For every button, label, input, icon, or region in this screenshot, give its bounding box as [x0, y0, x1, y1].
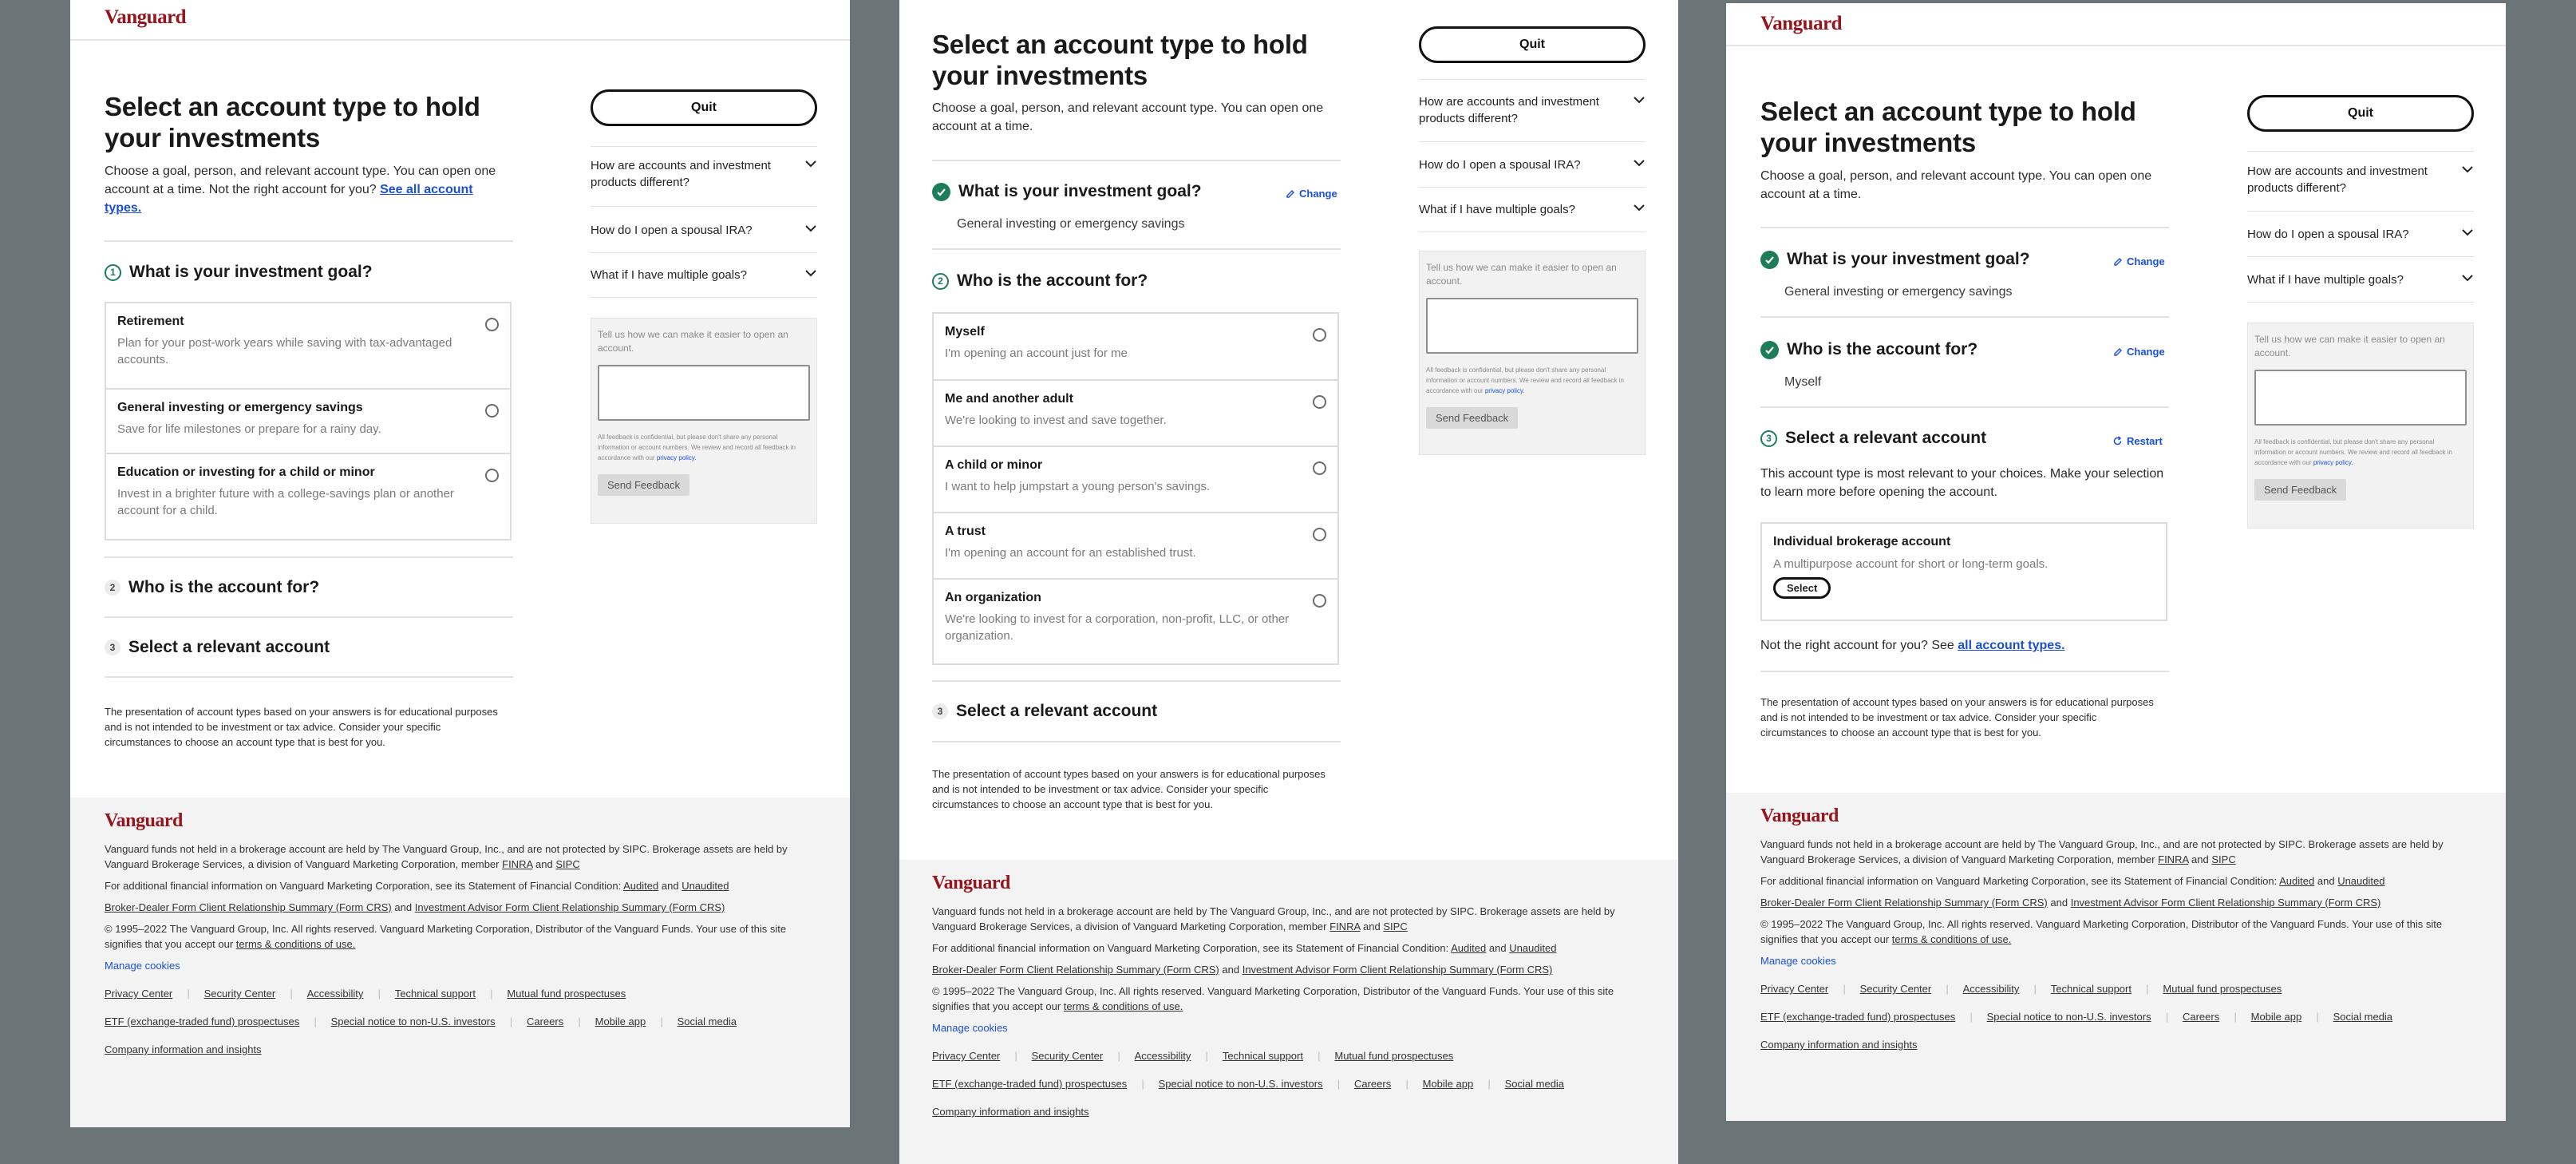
feedback-prompt: Tell us how we can make it easier to open an account.: [2254, 334, 2445, 358]
who-options-list: [932, 312, 1339, 665]
footer-link-tech-support[interactable]: Technical support: [394, 988, 476, 1000]
recommend-intro: This account type is most relevant to your choices. Make your selection to learn more before opening the account.: [1760, 467, 2164, 499]
step-who-header: [105, 578, 319, 597]
faq-label: What if I have multiple goals?: [1419, 203, 1575, 216]
separator: |: [578, 1016, 581, 1027]
faq-label: How do I open a spousal IRA?: [591, 224, 753, 237]
divider: [105, 556, 513, 558]
option-description: We're looking to invest and save together.: [945, 414, 1167, 427]
footer-link-mutual-fund[interactable]: Mutual fund prospectuses: [2163, 983, 2282, 995]
footer-link-security[interactable]: Security Center: [203, 988, 276, 1000]
quit-button[interactable]: Quit: [591, 89, 817, 126]
faq-multiple-goals[interactable]: [591, 267, 817, 283]
option-description: I want to help jumpstart a young person's savings.: [945, 480, 1211, 493]
step-number-icon: 2: [932, 273, 949, 290]
footer: [70, 798, 850, 1127]
feedback-box: [591, 318, 817, 524]
see-all-account-types-link[interactable]: See all account types.: [105, 183, 473, 215]
step-who-label: Who is the account for?: [1787, 340, 1978, 358]
unaudited-link[interactable]: Unaudited: [2337, 875, 2385, 887]
divider: [2247, 211, 2474, 212]
option-description: Plan for your post-work years while saving with tax-advantaged accounts.: [117, 336, 452, 366]
header: [1726, 3, 2506, 46]
footer-links: [932, 1050, 1642, 1118]
divider: [591, 206, 817, 207]
chevron-down-icon: [2461, 273, 2474, 283]
change-label: Change: [1299, 188, 1337, 200]
chevron-down-icon: [2461, 228, 2474, 237]
footer-sipc-text: Vanguard funds not held in a brokerage account are held by The Vanguard Group, Inc., and are not protected by SIPC. Brokerage assets are held by Vanguard Brokerage Services, a division of Vanguard Marketing Corporation, member FINRA and SIPC: [1760, 838, 2444, 865]
restart-label: Restart: [2127, 435, 2163, 447]
footer-link-social[interactable]: Social media: [2333, 1011, 2393, 1023]
footer-link-privacy[interactable]: Privacy Center: [932, 1050, 1001, 1062]
chevron-down-icon: [1633, 203, 1646, 212]
refresh-icon: [2112, 436, 2123, 446]
footer-vanguard-logo: Vanguard: [105, 810, 183, 831]
separator: |: [1014, 1050, 1017, 1062]
chevron-down-icon: [804, 268, 817, 278]
option-title: An organization: [945, 591, 1041, 604]
feedback-notice: All feedback is confidential, but please don't share any personal information or account numbers. We review and record all feedback in accordance with our privacy policy.: [598, 434, 796, 461]
footer: [1726, 793, 2506, 1121]
divider: [1760, 671, 2169, 672]
divider: [2247, 256, 2474, 257]
faq-spousal-ira[interactable]: [2247, 226, 2474, 243]
step-who-header: [1760, 340, 1977, 359]
footer-copyright: © 1995–2022 The Vanguard Group, Inc. All rights reserved. Vanguard Marketing Corporation, Distributor of the Vanguard Funds. Your use of this site signifies that you accept our terms & conditions of use.: [105, 923, 787, 950]
feedback-prompt: Tell us how we can make it easier to open an account.: [1426, 262, 1617, 287]
unaudited-link[interactable]: Unaudited: [682, 880, 729, 892]
faq-accounts-vs-products[interactable]: [2247, 163, 2474, 196]
radio-button[interactable]: [485, 318, 499, 331]
step-number-icon: 2: [105, 580, 121, 596]
separator: |: [1970, 1011, 1973, 1023]
faq-label: How are accounts and investment products different?: [591, 159, 771, 189]
terms-link[interactable]: terms & conditions of use.: [1063, 1000, 1183, 1012]
faq-spousal-ira[interactable]: [1419, 156, 1646, 173]
footer-crs-text: Broker-Dealer Form Client Relationship Summary (Form CRS) and Investment Advisor Form Client Relationship Summary (Form CRS): [1760, 897, 2381, 909]
finra-link[interactable]: FINRA: [1329, 921, 1361, 932]
step-goal-header: [932, 182, 1202, 201]
privacy-policy-link[interactable]: privacy policy.: [2313, 459, 2353, 466]
not-right-text: Not the right account for you? See all account types.: [1760, 639, 2065, 652]
footer-link-non-us[interactable]: Special notice to non-U.S. investors: [1158, 1078, 1323, 1090]
separator: |: [2165, 1011, 2168, 1023]
option-description: We're looking to invest for a corporation, non-profit, LLC, or other organization.: [945, 612, 1290, 643]
option-title: A child or minor: [945, 458, 1043, 472]
divider: [1419, 141, 1646, 142]
footer-link-accessibility[interactable]: Accessibility: [1134, 1050, 1191, 1062]
change-label: Change: [2127, 346, 2165, 358]
footer-sipc-text: Vanguard funds not held in a brokerage account are held by The Vanguard Group, Inc., and are not protected by SIPC. Brokerage assets are held by Vanguard Brokerage Services, a division of Vanguard Marketing Corporation, member FINRA and SIPC: [105, 843, 788, 870]
goal-option-retirement[interactable]: [106, 303, 510, 390]
screen-step-1: [70, 0, 850, 1127]
separator: |: [1141, 1078, 1144, 1090]
divider: [932, 248, 1341, 250]
footer-link-privacy[interactable]: Privacy Center: [105, 988, 173, 1000]
who-option-joint[interactable]: [934, 381, 1337, 447]
crs-broker-link[interactable]: Broker-Dealer Form Client Relationship Summary (Form CRS): [932, 964, 1219, 976]
manage-cookies-link[interactable]: Manage cookies: [105, 960, 180, 972]
sipc-link[interactable]: SIPC: [1383, 921, 1408, 932]
divider: [932, 680, 1341, 682]
manage-cookies-link[interactable]: Manage cookies: [932, 1022, 1008, 1034]
footer-financial-text: For additional financial information on Vanguard Marketing Corporation, see its Statement of Financial Condition: Audited and Unaudited: [1760, 875, 2385, 887]
footer-financial-text: For additional financial information on Vanguard Marketing Corporation, see its Statement of Financial Condition: Audited and Unaudited: [932, 942, 1557, 954]
separator: |: [1405, 1078, 1409, 1090]
screen-step-2: [899, 0, 1678, 1164]
faq-accounts-vs-products[interactable]: [591, 157, 817, 191]
step-number-icon: 3: [1760, 430, 1777, 447]
unaudited-link[interactable]: Unaudited: [1509, 942, 1557, 954]
footer-link-careers[interactable]: Careers: [2182, 1011, 2220, 1023]
radio-button[interactable]: [485, 469, 499, 482]
screen-step-3: [1726, 3, 2506, 1121]
manage-cookies-link[interactable]: Manage cookies: [1760, 955, 1836, 967]
step-relevant-label: Select a relevant account: [1785, 429, 1987, 447]
radio-button[interactable]: [1313, 328, 1326, 342]
vanguard-logo[interactable]: Vanguard: [1760, 13, 1843, 34]
who-answer: Myself: [1784, 375, 1822, 389]
radio-button[interactable]: [1313, 395, 1326, 409]
step-relevant-header: [1760, 429, 1986, 448]
option-title: Retirement: [117, 315, 184, 328]
footer-link-mobile[interactable]: Mobile app: [2250, 1011, 2302, 1023]
option-title: A trust: [945, 525, 986, 538]
privacy-policy-link[interactable]: privacy policy.: [1484, 387, 1525, 394]
step-relevant-header: [932, 702, 1157, 721]
sipc-link[interactable]: SIPC: [2211, 853, 2236, 865]
faq-spousal-ira[interactable]: [591, 222, 817, 239]
divider: [2247, 302, 2474, 303]
footer-link-privacy[interactable]: Privacy Center: [1760, 983, 1829, 995]
feedback-textarea[interactable]: [2254, 370, 2467, 426]
sipc-link[interactable]: SIPC: [555, 858, 580, 870]
divider: [591, 297, 817, 298]
divider: [1760, 406, 2169, 408]
feedback-textarea[interactable]: [1426, 298, 1638, 354]
radio-button[interactable]: [1313, 461, 1326, 475]
all-account-types-link[interactable]: all account types.: [1958, 639, 2065, 652]
separator: |: [2316, 1011, 2319, 1023]
divider: [105, 616, 513, 618]
chevron-down-icon: [804, 159, 817, 168]
footer-link-mobile[interactable]: Mobile app: [595, 1016, 646, 1027]
footer-link-etf[interactable]: ETF (exchange-traded fund) prospectuses: [105, 1016, 300, 1027]
step-goal-label: What is your investment goal?: [129, 263, 373, 281]
send-feedback-button[interactable]: Send Feedback: [1426, 407, 1518, 429]
footer-link-company[interactable]: Company information and insights: [105, 1043, 262, 1055]
checkmark-icon: [1760, 341, 1779, 359]
footer-link-tech-support[interactable]: Technical support: [2050, 983, 2132, 995]
footer-link-company[interactable]: Company information and insights: [932, 1106, 1089, 1118]
footer-crs-text: Broker-Dealer Form Client Relationship Summary (Form CRS) and Investment Advisor Form Client Relationship Summary (Form CRS): [932, 964, 1553, 976]
terms-link[interactable]: terms & conditions of use.: [1891, 933, 2012, 945]
checkmark-icon: [1760, 251, 1779, 269]
footer-link-tech-support[interactable]: Technical support: [1222, 1050, 1303, 1062]
divider: [1760, 227, 2169, 228]
footer-crs-text: Broker-Dealer Form Client Relationship Summary (Form CRS) and Investment Advisor Form Client Relationship Summary (Form CRS): [105, 901, 725, 913]
feedback-prompt: Tell us how we can make it easier to open an account.: [598, 329, 788, 354]
option-description: I'm opening an account for an established trust.: [945, 546, 1196, 560]
step-who-label: Who is the account for?: [128, 578, 320, 596]
vanguard-logo[interactable]: Vanguard: [105, 6, 187, 28]
option-description: I'm opening an account just for me: [945, 346, 1128, 360]
page-subtitle: Choose a goal, person, and relevant account type. You can open one account at a time.: [1760, 169, 2152, 201]
goal-option-general[interactable]: [106, 390, 510, 454]
feedback-textarea[interactable]: [598, 365, 810, 421]
footer-vanguard-logo: Vanguard: [1760, 806, 1839, 826]
footer-link-mutual-fund[interactable]: Mutual fund prospectuses: [1334, 1050, 1454, 1062]
separator: |: [2033, 983, 2037, 995]
option-description: Invest in a brighter future with a college-savings plan or another account for a child.: [117, 487, 454, 517]
select-button[interactable]: Select: [1773, 577, 1831, 599]
footer-link-accessibility[interactable]: Accessibility: [306, 988, 364, 1000]
faq-label: What if I have multiple goals?: [2247, 273, 2404, 287]
page-subtitle: Choose a goal, person, and relevant account type. You can open one account at a time.: [932, 101, 1324, 133]
faq-accounts-vs-products[interactable]: [1419, 93, 1646, 127]
checkmark-icon: [932, 183, 950, 201]
option-title: Education or investing for a child or minor: [117, 465, 375, 479]
separator: |: [489, 988, 493, 1000]
disclaimer: The presentation of account types based on your answers is for educational purposes and is not intended to be investment or tax advice. Consider your specific circumstances to choose an account type that is best for you.: [1760, 696, 2154, 738]
pencil-icon: [1286, 189, 1295, 199]
faq-label: What if I have multiple goals?: [591, 268, 747, 282]
separator: |: [1205, 1050, 1208, 1062]
header: [70, 0, 850, 41]
step-goal-label: What is your investment goal?: [1787, 250, 2030, 268]
crs-advisor-link[interactable]: Investment Advisor Form Client Relationship Summary (Form CRS): [2070, 897, 2381, 909]
option-title: Myself: [945, 325, 985, 339]
goal-option-education[interactable]: [106, 454, 510, 539]
change-label: Change: [2127, 255, 2165, 267]
separator: |: [1117, 1050, 1120, 1062]
feedback-box: [2247, 323, 2474, 529]
radio-button[interactable]: [1313, 594, 1326, 608]
crs-broker-link[interactable]: Broker-Dealer Form Client Relationship Summary (Form CRS): [105, 901, 392, 913]
step-number-icon: 3: [105, 639, 121, 655]
finra-link[interactable]: FINRA: [502, 858, 533, 870]
crs-advisor-link[interactable]: Investment Advisor Form Client Relationship Summary (Form CRS): [1242, 964, 1553, 976]
footer-link-security[interactable]: Security Center: [1031, 1050, 1104, 1062]
finra-link[interactable]: FINRA: [2158, 853, 2189, 865]
step-goal-header: [105, 263, 373, 282]
footer-link-non-us[interactable]: Special notice to non-U.S. investors: [330, 1016, 496, 1027]
divider: [591, 146, 817, 147]
divider: [1419, 187, 1646, 188]
chevron-down-icon: [1633, 158, 1646, 168]
footer-link-etf[interactable]: ETF (exchange-traded fund) prospectuses: [1760, 1011, 1956, 1023]
who-option-trust[interactable]: [934, 513, 1337, 580]
radio-button[interactable]: [485, 404, 499, 418]
subtitle-text: Choose a goal, person, and relevant account type. You can open one account at a time. Not the right account for you?: [105, 164, 496, 196]
audited-link[interactable]: Audited: [2279, 875, 2315, 887]
footer-link-careers[interactable]: Careers: [526, 1016, 564, 1027]
crs-advisor-link[interactable]: Investment Advisor Form Client Relationship Summary (Form CRS): [414, 901, 725, 913]
audited-link[interactable]: Audited: [623, 880, 659, 892]
step-goal-header: [1760, 250, 2030, 269]
footer-financial-text: For additional financial information on Vanguard Marketing Corporation, see its Statement of Financial Condition: Audited and Unaudited: [105, 880, 729, 892]
divider: [591, 252, 817, 253]
separator: |: [1843, 983, 1846, 995]
chevron-down-icon: [1633, 95, 1646, 105]
who-option-child[interactable]: [934, 447, 1337, 513]
page-title: Select an account type to hold your investments: [1760, 97, 2136, 157]
page-subtitle: [105, 162, 512, 217]
disclaimer: The presentation of account types based on your answers is for educational purposes and is not intended to be investment or tax advice. Consider your specific circumstances to choose an account type that is best for you.: [105, 706, 498, 748]
card-title: Individual brokerage account: [1773, 535, 1951, 548]
privacy-policy-link[interactable]: privacy policy.: [656, 454, 697, 461]
separator: |: [1946, 983, 1949, 995]
footer-links: [105, 988, 815, 1055]
footer-links: [1760, 983, 2471, 1051]
disclaimer: The presentation of account types based on your answers is for educational purposes and is not intended to be investment or tax advice. Consider your specific circumstances to choose an account type that is best for you.: [932, 768, 1326, 810]
footer-link-non-us[interactable]: Special notice to non-U.S. investors: [1986, 1011, 2151, 1023]
pencil-icon: [2113, 347, 2123, 357]
card-description: A multipurpose account for short or long-term goals.: [1773, 557, 2049, 571]
step-who-label: Who is the account for?: [957, 271, 1148, 290]
chevron-down-icon: [804, 224, 817, 233]
step-number-icon: 3: [932, 703, 948, 719]
crs-broker-link[interactable]: Broker-Dealer Form Client Relationship Summary (Form CRS): [1760, 897, 2048, 909]
who-option-myself[interactable]: [934, 314, 1337, 381]
separator: |: [1488, 1078, 1491, 1090]
divider: [105, 240, 513, 242]
quit-button[interactable]: Quit: [1419, 26, 1646, 63]
faq-multiple-goals[interactable]: [1419, 201, 1646, 218]
faq-label: How are accounts and investment products different?: [2247, 164, 2428, 195]
footer-link-social[interactable]: Social media: [1504, 1078, 1565, 1090]
restart-button[interactable]: [2112, 435, 2163, 447]
terms-link[interactable]: terms & conditions of use.: [235, 938, 356, 950]
goal-answer: General investing or emergency savings: [957, 217, 1185, 231]
separator: |: [660, 1016, 663, 1027]
goal-options-list: [105, 302, 512, 540]
feedback-box: [1419, 251, 1646, 455]
option-description: Save for life milestones or prepare for a rainy day.: [117, 422, 381, 436]
account-card-individual-brokerage: [1760, 522, 2167, 621]
footer-link-social[interactable]: Social media: [677, 1016, 737, 1027]
page-title: Select an account type to hold your investments: [932, 30, 1308, 90]
step-who-header: [932, 271, 1148, 291]
footer-link-company[interactable]: Company information and insights: [1760, 1039, 1918, 1051]
step-relevant-header: [105, 638, 330, 657]
feedback-notice: All feedback is confidential, but please don't share any personal information or account numbers. We review and record all feedback in accordance with our privacy policy.: [2254, 438, 2452, 466]
change-who-button[interactable]: [2113, 346, 2165, 358]
divider: [2247, 151, 2474, 152]
who-option-organization[interactable]: [934, 580, 1337, 663]
divider: [105, 676, 513, 678]
send-feedback-button[interactable]: Send Feedback: [598, 474, 689, 496]
separator: |: [187, 988, 190, 1000]
option-title: Me and another adult: [945, 392, 1073, 406]
separator: |: [314, 1016, 317, 1027]
step-goal-label: What is your investment goal?: [958, 182, 1202, 200]
quit-button[interactable]: Quit: [2247, 95, 2474, 132]
footer-copyright: © 1995–2022 The Vanguard Group, Inc. All rights reserved. Vanguard Marketing Corporation, Distributor of the Vanguard Funds. Your use of this site signifies that you accept our terms & conditions of use.: [932, 985, 1614, 1012]
step-relevant-label: Select a relevant account: [956, 702, 1158, 720]
footer-link-mobile[interactable]: Mobile app: [1422, 1078, 1474, 1090]
faq-label: How do I open a spousal IRA?: [1419, 158, 1581, 172]
separator: |: [509, 1016, 512, 1027]
footer-link-accessibility[interactable]: Accessibility: [1962, 983, 2020, 995]
footer-link-etf[interactable]: ETF (exchange-traded fund) prospectuses: [932, 1078, 1128, 1090]
faq-label: How do I open a spousal IRA?: [2247, 228, 2409, 241]
pencil-icon: [2113, 257, 2123, 267]
divider: [932, 741, 1341, 742]
step-relevant-label: Select a relevant account: [128, 638, 330, 656]
faq-multiple-goals[interactable]: [2247, 271, 2474, 288]
separator: |: [1317, 1050, 1321, 1062]
option-title: General investing or emergency savings: [117, 401, 363, 414]
feedback-notice: All feedback is confidential, but please don't share any personal information or account numbers. We review and record all feedback in accordance with our privacy policy.: [1426, 366, 1624, 394]
send-feedback-button[interactable]: Send Feedback: [2254, 479, 2346, 501]
separator: |: [377, 988, 381, 1000]
footer-copyright: © 1995–2022 The Vanguard Group, Inc. All rights reserved. Vanguard Marketing Corporation, Distributor of the Vanguard Funds. Your use of this site signifies that you accept our terms & conditions of use.: [1760, 918, 2443, 945]
footer-link-security[interactable]: Security Center: [1859, 983, 1932, 995]
chevron-down-icon: [2461, 164, 2474, 174]
separator: |: [2145, 983, 2149, 995]
divider: [932, 160, 1341, 161]
separator: |: [1337, 1078, 1340, 1090]
divider: [1419, 79, 1646, 80]
step-number-icon: 1: [105, 264, 121, 281]
footer-link-mutual-fund[interactable]: Mutual fund prospectuses: [507, 988, 626, 1000]
change-goal-button[interactable]: [1286, 188, 1337, 200]
footer-sipc-text: Vanguard funds not held in a brokerage account are held by The Vanguard Group, Inc., and are not protected by SIPC. Brokerage assets are held by Vanguard Brokerage Services, a division of Vanguard Marketing Corporation, member FINRA and SIPC: [932, 905, 1615, 932]
footer-link-careers[interactable]: Careers: [1353, 1078, 1392, 1090]
separator: |: [2234, 1011, 2237, 1023]
faq-label: How are accounts and investment products different?: [1419, 95, 1599, 125]
divider: [1760, 316, 2169, 318]
audited-link[interactable]: Audited: [1451, 942, 1487, 954]
radio-button[interactable]: [1313, 528, 1326, 541]
footer: [899, 860, 1678, 1164]
page-title: Select an account type to hold your investments: [105, 92, 480, 152]
goal-answer: General investing or emergency savings: [1784, 285, 2013, 299]
separator: |: [290, 988, 293, 1000]
footer-vanguard-logo: Vanguard: [932, 873, 1010, 893]
change-goal-button[interactable]: [2113, 255, 2165, 267]
